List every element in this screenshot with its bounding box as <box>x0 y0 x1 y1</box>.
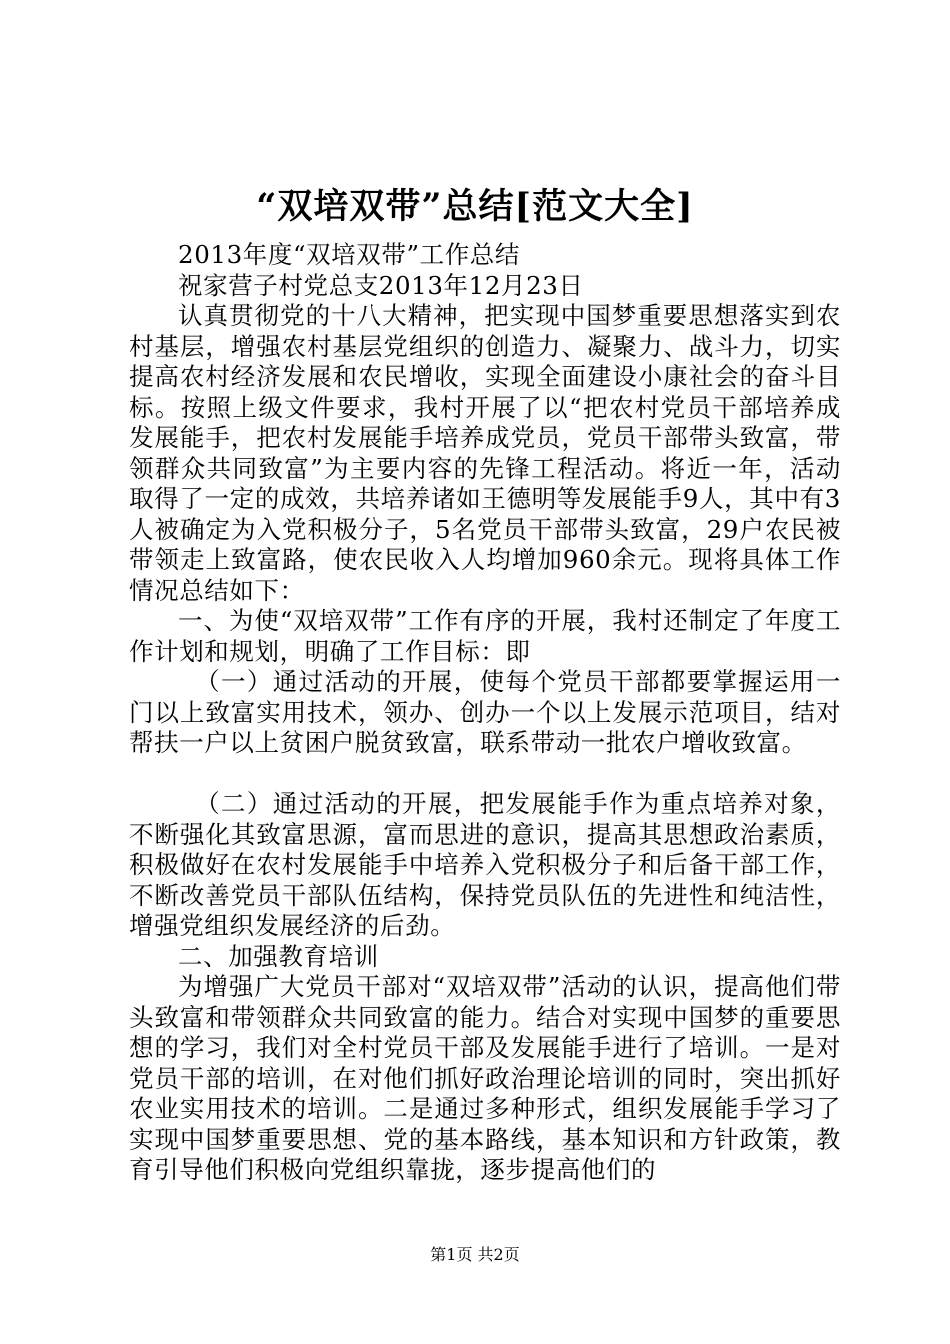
document-body <box>129 240 841 1186</box>
document-title: “双培双带”总结[范文大全] <box>256 186 694 227</box>
section-one-paragraph: 一、为使“双培双带”工作有序的开展，我村还制定了年度工作计划和规划，明确了工作目标：即 <box>129 606 841 666</box>
section-two-heading: 二、加强教育培训 <box>178 941 379 971</box>
report-subtitle: 2013年度“双培双带”工作总结 <box>178 240 520 269</box>
goal-one-paragraph: （一）通过活动的开展，使每个党员干部都要掌握运用一门以上致富实用技术，领办、创办一个以上发展示范项目，结对帮扶一户以上贫困户脱贫致富，联系带动一批农户增收致富。 <box>129 667 841 757</box>
goal-two-paragraph: （二）通过活动的开展，把发展能手作为重点培养对象，不断强化其致富思源，富而思进的意识，提高其思想政治素质，积极做好在农村发展能手中培养入党积极分子和后备干部工作，不断改善党员干部队伍结构，保持党员队伍的先进性和纯洁性，增强党组织发展经济的后劲。 <box>129 789 841 940</box>
report-author-date: 祝家营子村党总支2013年12月23日 <box>178 270 584 300</box>
intro-paragraph: 认真贯彻党的十八大精神，把实现中国梦重要思想落实到农村基层，增强农村基层党组织的创造力、凝聚力、战斗力，切实提高农村经济发展和农民增收，实现全面建设小康社会的奋斗目标。按照上级文件要求，我村开展了以“把农村党员干部培养成发展能手，把农村发展能手培养成党员，党员干部带头致富，带领群众共同致富”为主要内容的先锋工程活动。将近一年，活动取得了一定的成效，共培养诸如王德明等发展能手9人，其中有3人被确定为入党积极分子，5名党员干部带头致富，29户农民被带领走上致富路，使农民收入人均增加960余元。现将具体工作情况总结如下： <box>129 301 841 605</box>
training-paragraph: 为增强广大党员干部对“双培双带”活动的认识，提高他们带头致富和带领群众共同致富的能力。结合对实现中国梦的重要思想的学习，我们对全村党员干部及发展能手进行了培训。一是对党员干部的培训，在对他们抓好政治理论培训的同时，突出抓好农业实用技术的培训。二是通过多种形式，组织发展能手学习了实现中国梦重要思想、党的基本路线，基本知识和方针政策，教育引导他们积极向党组织靠拢，逐步提高他们的 <box>129 972 841 1184</box>
page-footer: 第1页 共2页 <box>430 1245 520 1264</box>
